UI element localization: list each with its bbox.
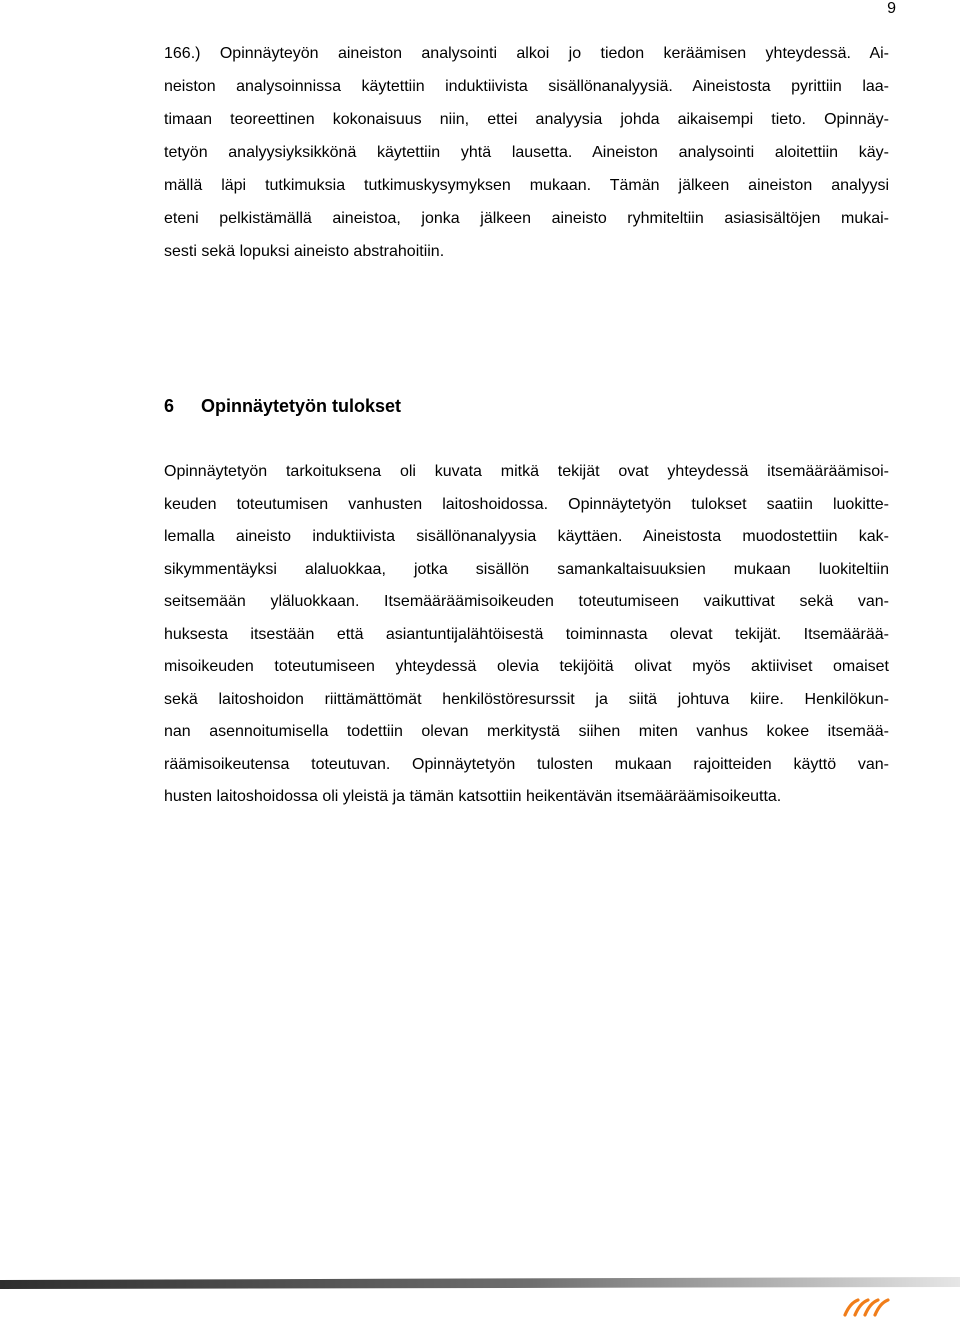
text-line: nan asennoitumisella todettiin olevan merkitystä siihen miten vanhus kokee itsemää- — [164, 723, 889, 740]
text-line: sesti sekä lopuksi aineisto abstrahoitiin. — [164, 243, 445, 260]
text-line: 166.) Opinnäyteyön aineiston analysointi alkoi jo tiedon keräämisen yhteydessä. Ai- — [164, 45, 889, 62]
text-line: sekä laitoshoidon riittämättömät henkilöstöresurssit ja siitä johtuva kiire. Henkilökun- — [164, 691, 889, 708]
text-line: räämisoikeutensa toteutuvan. Opinnäytetyön tulosten mukaan rajoitteiden käyttö van- — [164, 756, 889, 773]
text-line: seitsemään yläluokkaan. Itsemääräämisoikeuden toteutumiseen vaikuttivat sekä van- — [164, 593, 889, 610]
footer-logo-icon — [842, 1295, 890, 1317]
text-line: timaan teoreettinen kokonaisuus niin, ettei analyysia johda aikaisempi tieto. Opinnäy- — [164, 111, 889, 128]
text-line: eteni pelkistämällä aineistoa, jonka jälkeen aineisto ryhmiteltiin asiasisältöjen mukai- — [164, 210, 889, 227]
text-line: lemalla aineisto induktiivista sisällönanalyysia käyttäen. Aineistosta muodostettiin kak- — [164, 528, 889, 545]
text-line: huksesta itsestään että asiantuntijalähtöisestä toiminnasta olevat tekijät. Itsemäärää- — [164, 626, 889, 643]
section-number: 6 — [164, 396, 175, 416]
text-line: keuden toteutumisen vanhusten laitoshoidossa. Opinnäytetyön tulokset saatiin luokitte- — [164, 496, 889, 513]
section-heading — [164, 395, 401, 417]
text-line: misoikeuden toteutumiseen yhteydessä olevia tekijöitä olivat myös aktiiviset omaiset — [164, 658, 889, 675]
page-number: 9 — [887, 0, 896, 17]
text-line: mällä läpi tutkimuksia tutkimuskysymyksen mukaan. Tämän jälkeen aineiston analyysi — [164, 177, 889, 194]
text-line: husten laitoshoidossa oli yleistä ja tämän katsottiin heikentävän itsemääräämisoikeutta. — [164, 788, 782, 805]
section-title: Opinnäytetyön tulokset — [201, 396, 402, 416]
footer-bar — [0, 1277, 960, 1291]
text-line: neiston analysoinnissa käytettiin induktiivista sisällönanalyysiä. Aineistosta pyrittiin laa- — [164, 78, 889, 95]
text-line: sikymmentäyksi alaluokkaa, jotka sisällön samankaltaisuuksien mukaan luokiteltiin — [164, 561, 889, 578]
text-line: Opinnäytetyön tarkoituksena oli kuvata mitkä tekijät ovat yhteydessä itsemääräämisoi- — [164, 463, 889, 480]
text-line: tetyön analyysiyksikkönä käytettiin yhtä lausetta. Aineiston analysointi aloitettiin käy- — [164, 144, 889, 161]
